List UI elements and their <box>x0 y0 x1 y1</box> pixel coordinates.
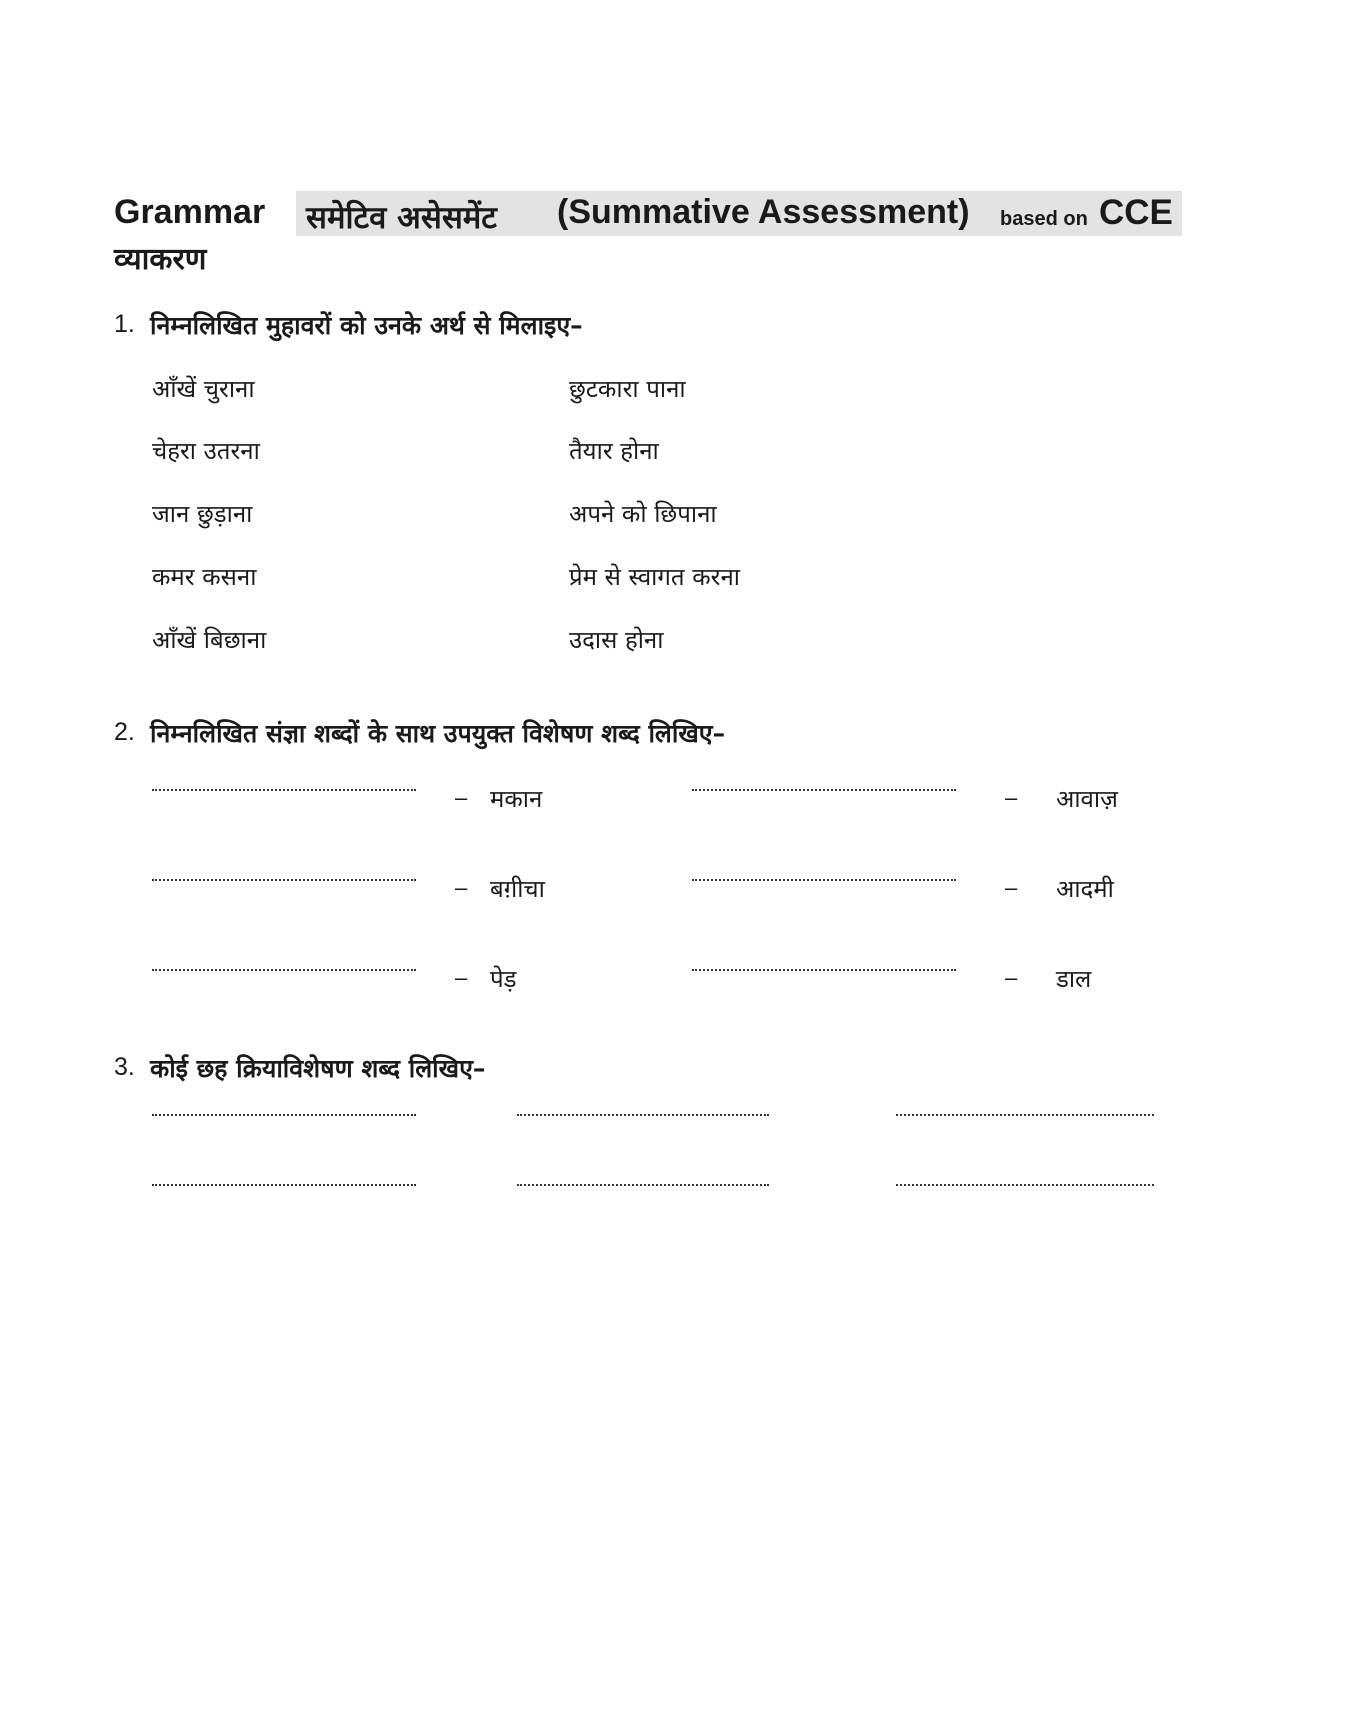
adjective-blank[interactable] <box>692 789 956 791</box>
adverb-blank[interactable] <box>517 1114 769 1116</box>
hindi-title: समेटिव असेसमेंट <box>306 200 497 236</box>
q1-idiom: आँखें बिछाना <box>152 626 267 654</box>
q1-idiom: कमर कसना <box>152 563 257 591</box>
cce-label: CCE <box>1099 193 1173 232</box>
adverb-blank[interactable] <box>152 1114 416 1116</box>
noun-word: आवाज़ <box>1056 785 1118 813</box>
adverb-blank[interactable] <box>152 1184 416 1186</box>
adjective-blank[interactable] <box>152 879 416 881</box>
q2-number: 2. <box>114 718 135 746</box>
q1-meaning: तैयार होना <box>569 437 659 465</box>
english-title: (Summative Assessment) <box>557 193 970 231</box>
q3-number: 3. <box>114 1053 135 1081</box>
adjective-blank[interactable] <box>152 789 416 791</box>
dash: – <box>455 965 468 990</box>
dash: – <box>1005 785 1018 810</box>
subject-label: Grammar <box>114 193 266 231</box>
adjective-blank[interactable] <box>152 969 416 971</box>
q1-text: निम्नलिखित मुहावरों को उनके अर्थ से मिलाइए– <box>150 311 583 340</box>
dash: – <box>455 785 468 810</box>
q2-text: निम्नलिखित संज्ञा शब्दों के साथ उपयुक्त विशेषण शब्द लिखिए– <box>150 719 726 748</box>
q1-meaning: उदास होना <box>569 626 664 654</box>
dash: – <box>1005 875 1018 900</box>
noun-word: मकान <box>490 785 543 813</box>
noun-word: पेड़ <box>490 965 517 993</box>
hindi-subject-label: व्याकरण <box>114 242 207 277</box>
adjective-blank[interactable] <box>692 969 956 971</box>
q3-text: कोई छह क्रियाविशेषण शब्द लिखिए– <box>150 1054 486 1083</box>
q1-number: 1. <box>114 310 135 338</box>
noun-word: आदमी <box>1056 875 1114 903</box>
q1-idiom: जान छुड़ाना <box>152 500 253 528</box>
noun-word: डाल <box>1056 965 1092 993</box>
q1-meaning: प्रेम से स्वागत करना <box>569 563 740 591</box>
adverb-blank[interactable] <box>896 1114 1154 1116</box>
adverb-blank[interactable] <box>517 1184 769 1186</box>
noun-word: बग़ीचा <box>490 875 545 903</box>
dash: – <box>1005 965 1018 990</box>
q1-idiom: चेहरा उतरना <box>152 437 260 465</box>
dash: – <box>455 875 468 900</box>
q1-meaning: छुटकारा पाना <box>569 375 686 403</box>
adjective-blank[interactable] <box>692 879 956 881</box>
based-on-label: based on <box>1000 208 1088 230</box>
q1-meaning: अपने को छिपाना <box>569 500 717 528</box>
adverb-blank[interactable] <box>896 1184 1154 1186</box>
q1-idiom: आँखें चुराना <box>152 375 255 403</box>
